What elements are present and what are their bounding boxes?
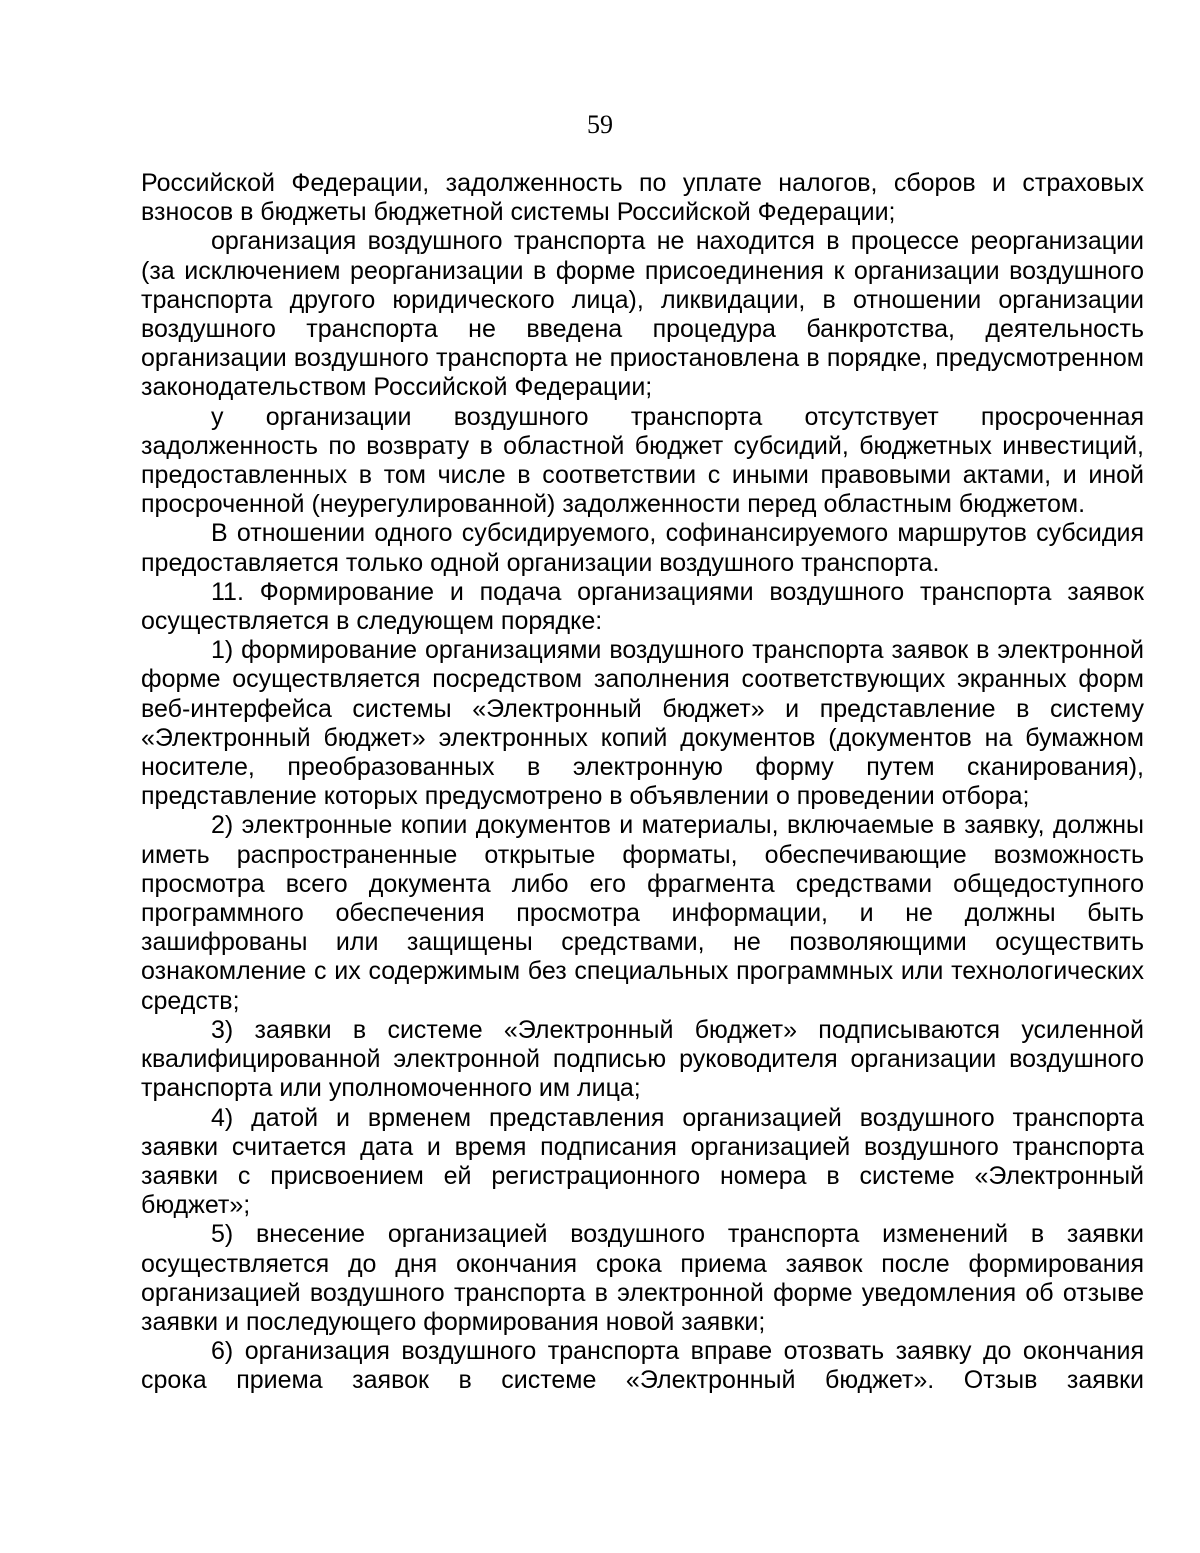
- list-item-2: 2) электронные копии документов и материалы, включаемые в заявку, должны иметь распространенные открытые форматы, обеспечивающие возможность просмотра всего документа либо его фрагмента средствами общедоступного программного обеспечения просмотра информации, и не должны быть зашифрованы или защищены средствами, не позволяющими осуществить ознакомление с их содержимым без специальных программных или технологических средств;: [141, 811, 1144, 1015]
- list-item-4: 4) датой и врменем представления организацией воздушного транспорта заявки считается дата и время подписания организацией воздушного транспорта заявки с присвоением ей регистрационного номера в системе «Электронный бюджет»;: [141, 1103, 1144, 1220]
- list-item-6: 6) организация воздушного транспорта вправе отозвать заявку до окончания срока приема заявок в системе «Электронный бюджет». Отзыв заявки: [141, 1337, 1144, 1395]
- page-number: 59: [587, 110, 613, 139]
- paragraph-debt-condition: у организации воздушного транспорта отсутствует просроченная задолженность по возврату в областной бюджет субсидий, бюджетных инвестиций, предоставленных в том числе в соответствии с иными правовыми актами, и иной просроченной (неурегулированной) задолженности перед областным бюджетом.: [141, 402, 1144, 519]
- paragraph-continuation: Российской Федерации, задолженность по уплате налогов, сборов и страховых взносов в бюджеты бюджетной системы Российской Федерации;: [141, 169, 1144, 227]
- paragraph-item-11: 11. Формирование и подача организациями воздушного транспорта заявок осуществляется в следующем порядке:: [141, 577, 1144, 636]
- list-item-1: 1) формирование организациями воздушного транспорта заявок в электронной форме осуществляется посредством заполнения соответствующих экранных форм веб-интерфейса системы «Электронный бюджет» и представление в систему «Электронный бюджет» электронных копий документов (документов на бумажном носителе, преобразованных в электронную форму путем сканирования), представление которых предусмотрено в объявлении о проведении отбора;: [141, 636, 1144, 811]
- paragraph-single-organization: В отношении одного субсидируемого, софинансируемого маршрутов субсидия предоставляется только одной организации воздушного транспорта.: [141, 519, 1144, 577]
- paragraph-reorganization-condition: организация воздушного транспорта не находится в процессе реорганизации (за исключением реорганизации в форме присоединения к организации воздушного транспорта другого юридического лица), ликвидации, в отношении организации воздушного транспорта не введена процедура банкротства, деятельность организации воздушного транспорта не приостановлена в порядке, предусмотренном законодательством Российской Федерации;: [141, 227, 1144, 402]
- document-body: [141, 169, 1144, 1396]
- list-item-3: 3) заявки в системе «Электронный бюджет» подписываются усиленной квалифицированной электронной подписью руководителя организации воздушного транспорта или уполномоченного им лица;: [141, 1015, 1144, 1103]
- list-item-5: 5) внесение организацией воздушного транспорта изменений в заявки осуществляется до дня окончания срока приема заявок после формирования организацией воздушного транспорта в электронной форме уведомления об отзыве заявки и последующего формирования новой заявки;: [141, 1220, 1144, 1336]
